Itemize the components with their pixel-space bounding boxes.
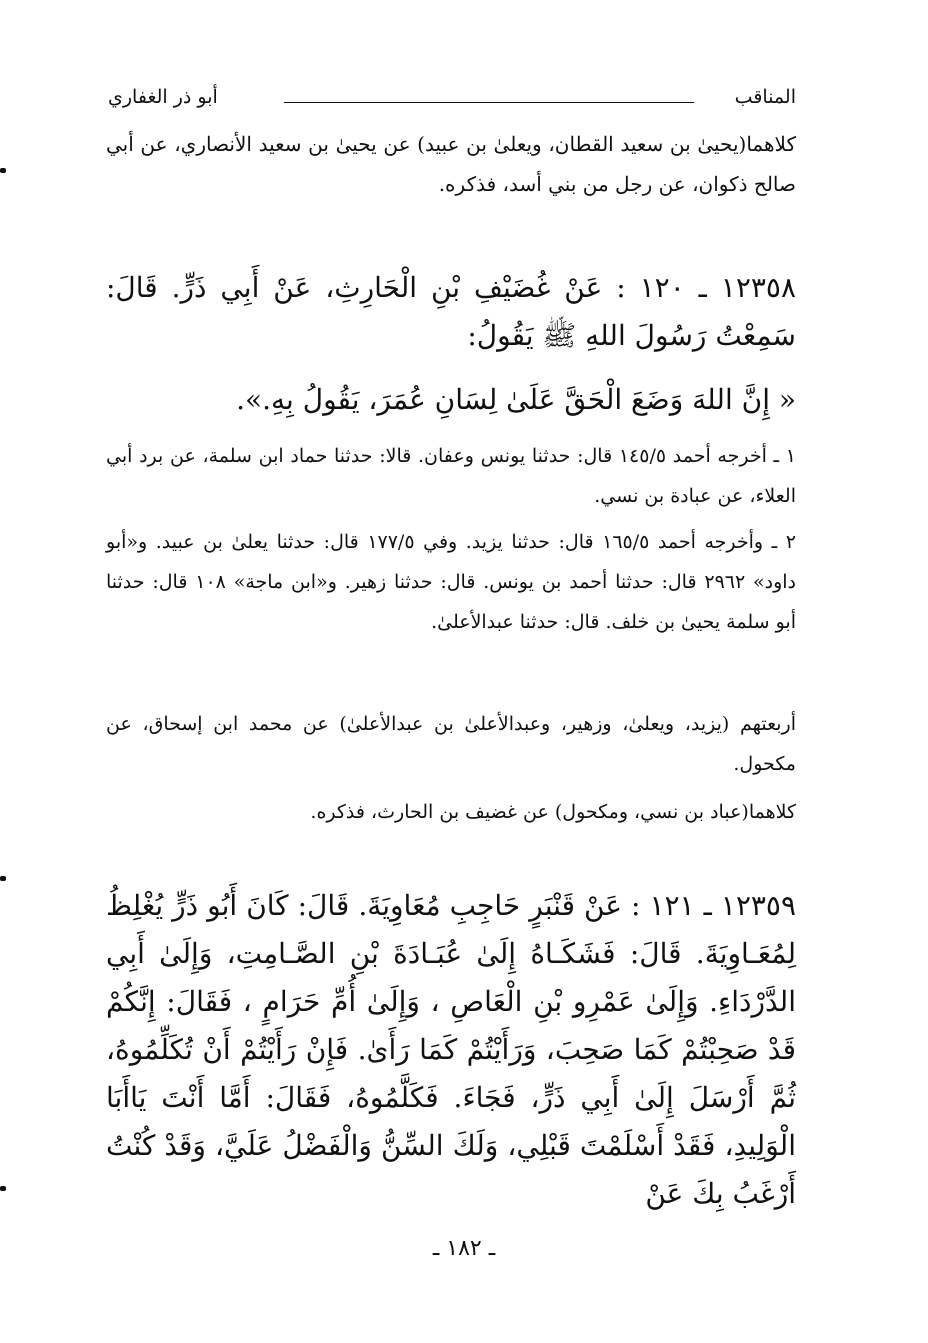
- takhrij-note: ٢ ـ وأخرجه أحمد ١٦٥/٥ قال: حدثنا يزيد. وفي ١٧٧/٥ قال: حدثنا يعلىٰ بن عبيد. و«أبو داود» ٢٩٦٢ قال: حدثنا أحمد بن يونس. قال: حدثنا زهير. و«ابن ماجة» ١٠٨ قال: حدثنا أبو سلمة يحيىٰ بن خلف. قال: حدثنا عبدالأعلىٰ.: [106, 531, 797, 633]
- header-section-title: المناقب: [734, 86, 796, 108]
- takhrij-note: ١ ـ أخرجه أحمد ١٤٥/٥ قال: حدثنا يونس وعفان. قالا: حدثنا حماد ابن سلمة، عن برد أبي العلاء، عن عبادة بن نسي.: [106, 445, 796, 507]
- page-number: ـ ١٨٢ ـ: [432, 1236, 496, 1261]
- header-subject-title: أبو ذر الغفاري: [108, 86, 218, 108]
- header-rule: [284, 102, 694, 103]
- hadith-heading: ١٢٣٥٨ ـ ١٢٠ : عَنْ غُضَيْفِ بْنِ الْحَارِثِ، عَنْ أَبِي ذَرٍّ. قَالَ: سَمِعْتُ رَسُولَ اللهِ ﷺ يَقُولُ:: [106, 271, 796, 352]
- running-header: [108, 86, 796, 118]
- margin-mark: [0, 876, 6, 881]
- hadith-heading: ١٢٣٥٩ ـ ١٢١ : عَنْ قَنْبَرٍ حَاجِبِ مُعَاوِيَةَ. قَالَ: كَانَ أَبُو ذَرٍّ يُغْلِظُ لِمُعَـاوِيَةَ. قَالَ: فَشَكَـاهُ إِلَىٰ عُبَـادَةَ بْنِ الصَّـامِتِ، وَإِلَىٰ أَبِي الدَّرْدَاءِ. وَإِلَىٰ عَمْرِو بْنِ الْعَاصِ ، وَإِلَىٰ أُمِّ حَرَامٍ ، فَقَالَ: إِنَّكُمْ قَدْ صَحِبْتُمْ كَمَا صَحِبَ، وَرَأَيْتُمْ كَمَا رَأَىٰ. فَإِنْ رَأَيْتُمْ أَنْ تُكَلِّمُوهُ، ثُمَّ أَرْسَلَ إِلَىٰ أَبِي ذَرٍّ، فَجَاءَ. فَكَلَّمُوهُ، فَقَالَ: أَمَّا أَنْتَ يَاأَبَا الْوَلِيدِ، فَقَدْ أَسْلَمْتَ قَبْلِي، وَلَكَ السِّنُّ وَالْفَضْلُ عَلَيَّ، وَقَدْ كُنْتُ أَرْغَبُ بِكَ عَنْ: [106, 889, 796, 1210]
- takhrij-note: كلاهما(عباد بن نسي، ومكحول) عن غضيف بن الحارث، فذكره.: [310, 801, 796, 823]
- isnad-paragraph: كلاهما(يحيىٰ بن سعيد القطان، ويعلىٰ بن عبيد) عن يحيىٰ بن سعيد الأنصاري، عن أبي صالح ذكوان، عن رجل من بني أسد، فذكره.: [106, 132, 796, 196]
- hadith-text: « إِنَّ اللهَ وَضَعَ الْحَقَّ عَلَىٰ لِسَانِ عُمَرَ، يَقُولُ بِهِ.».: [236, 383, 796, 416]
- margin-mark: [0, 1186, 6, 1191]
- takhrij-note: أربعتهم (يزيد، ويعلىٰ، وزهير، وعبدالأعلىٰ بن عبدالأعلىٰ) عن محمد ابن إسحاق، عن مكحول.: [106, 713, 796, 775]
- margin-mark: [0, 168, 6, 173]
